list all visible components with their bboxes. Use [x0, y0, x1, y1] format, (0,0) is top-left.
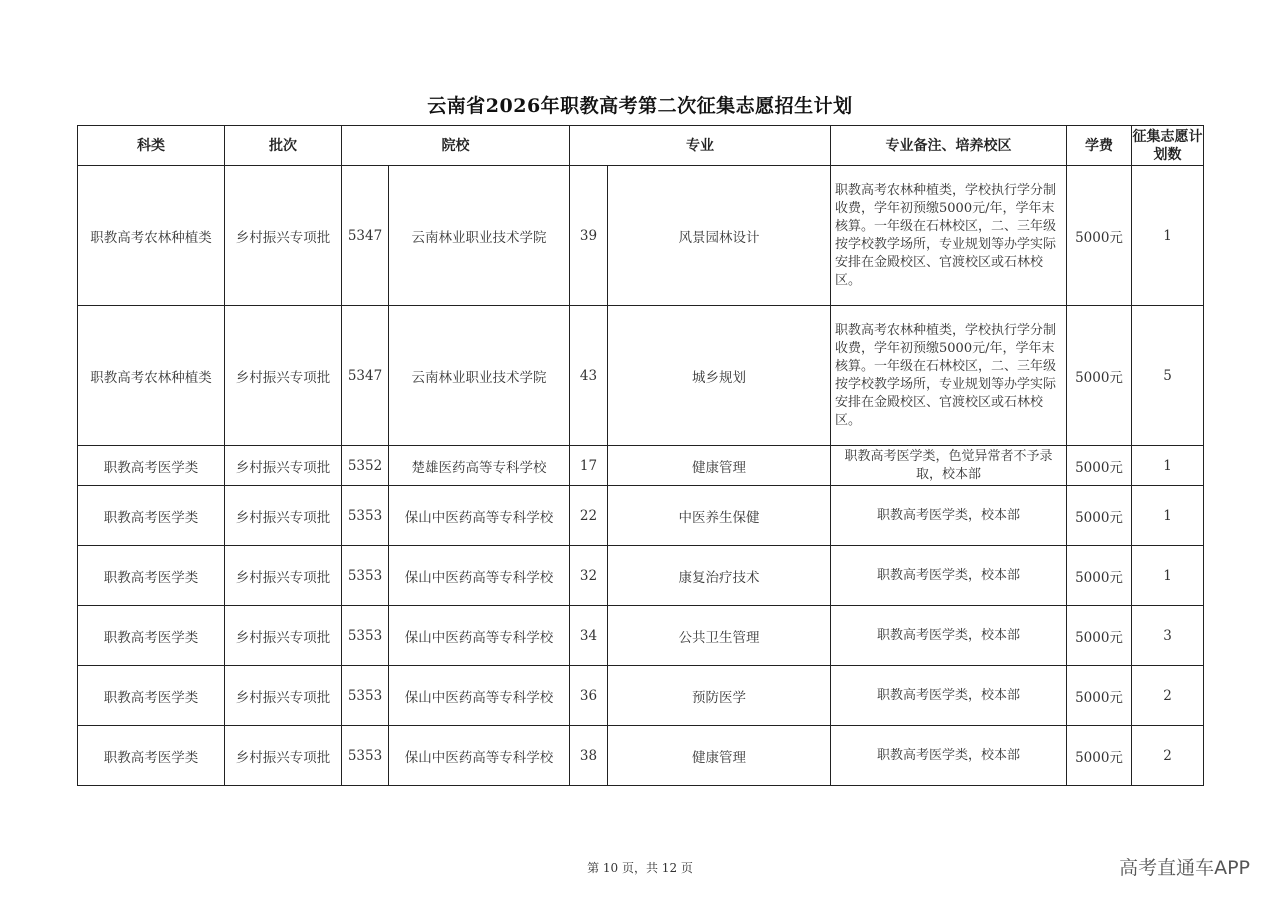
cell-major-name: 健康管理: [608, 726, 831, 786]
cell-remark: 职教高考医学类，校本部: [831, 486, 1067, 546]
cell-school-name: 保山中医药高等专科学校: [389, 546, 570, 606]
cell-fee: 5000元: [1067, 546, 1132, 606]
cell-major-name: 健康管理: [608, 446, 831, 486]
cell-batch: 乡村振兴专项批: [225, 546, 342, 606]
cell-school-code: 5353: [342, 486, 389, 546]
cell-batch: 乡村振兴专项批: [225, 446, 342, 486]
cell-fee: 5000元: [1067, 666, 1132, 726]
cell-quota: 2: [1132, 666, 1204, 726]
cell-major-code: 34: [570, 606, 608, 666]
cell-major-name: 城乡规划: [608, 306, 831, 446]
cell-school-code: 5353: [342, 666, 389, 726]
page-number: 第 10 页，共 12 页: [587, 861, 693, 875]
cell-quota: 5: [1132, 306, 1204, 446]
cell-major-code: 39: [570, 166, 608, 306]
cell-school-name: 楚雄医药高等专科学校: [389, 446, 570, 486]
header-fee: 学费: [1067, 126, 1132, 166]
cell-category: 职教高考医学类: [78, 446, 225, 486]
cell-category: 职教高考农林种植类: [78, 306, 225, 446]
cell-school-name: 保山中医药高等专科学校: [389, 606, 570, 666]
cell-school-name: 云南林业职业技术学院: [389, 166, 570, 306]
cell-school-code: 5347: [342, 306, 389, 446]
watermark: 高考直通车APP: [1119, 857, 1250, 879]
cell-major-name: 风景园林设计: [608, 166, 831, 306]
cell-quota: 1: [1132, 166, 1204, 306]
cell-batch: 乡村振兴专项批: [225, 666, 342, 726]
cell-quota: 1: [1132, 546, 1204, 606]
cell-fee: 5000元: [1067, 166, 1132, 306]
cell-fee: 5000元: [1067, 306, 1132, 446]
cell-major-name: 公共卫生管理: [608, 606, 831, 666]
cell-fee: 5000元: [1067, 486, 1132, 546]
cell-remark: 职教高考农林种植类，学校执行学分制收费，学年初预缴5000元/年，学年末核算。一年级在石林校区，二、三年级按学校教学场所，专业规划等办学实际安排在金殿校区、官渡校区或石林校区。: [831, 306, 1067, 446]
header-school: 院校: [342, 126, 570, 166]
cell-fee: 5000元: [1067, 446, 1132, 486]
table-row: [78, 546, 1204, 606]
cell-major-name: 康复治疗技术: [608, 546, 831, 606]
table-row: [78, 486, 1204, 546]
cell-quota: 1: [1132, 486, 1204, 546]
cell-major-code: 17: [570, 446, 608, 486]
cell-fee: 5000元: [1067, 606, 1132, 666]
cell-category: 职教高考医学类: [78, 486, 225, 546]
header-remark: 专业备注、培养校区: [831, 126, 1067, 166]
cell-batch: 乡村振兴专项批: [225, 166, 342, 306]
header-quota: 征集志愿计划数: [1132, 126, 1204, 166]
cell-quota: 2: [1132, 726, 1204, 786]
table-row: [78, 726, 1204, 786]
table-header-row: [78, 126, 1204, 166]
table-row: [78, 306, 1204, 446]
cell-school-code: 5347: [342, 166, 389, 306]
cell-remark: 职教高考医学类，色觉异常者不予录取，校本部: [831, 446, 1067, 486]
cell-category: 职教高考医学类: [78, 726, 225, 786]
cell-school-code: 5353: [342, 546, 389, 606]
cell-batch: 乡村振兴专项批: [225, 486, 342, 546]
cell-category: 职教高考医学类: [78, 546, 225, 606]
cell-school-name: 保山中医药高等专科学校: [389, 486, 570, 546]
cell-category: 职教高考农林种植类: [78, 166, 225, 306]
cell-major-code: 36: [570, 666, 608, 726]
cell-remark: 职教高考医学类，校本部: [831, 546, 1067, 606]
header-major: 专业: [570, 126, 831, 166]
enrollment-plan-table: [77, 125, 1204, 786]
table-row: [78, 606, 1204, 666]
cell-major-name: 中医养生保健: [608, 486, 831, 546]
cell-major-code: 32: [570, 546, 608, 606]
cell-major-code: 38: [570, 726, 608, 786]
header-category: 科类: [78, 126, 225, 166]
page-title: 云南省2026年职教高考第二次征集志愿招生计划: [427, 95, 853, 117]
cell-remark: 职教高考农林种植类，学校执行学分制收费，学年初预缴5000元/年，学年末核算。一年级在石林校区，二、三年级按学校教学场所，专业规划等办学实际安排在金殿校区、官渡校区或石林校区。: [831, 166, 1067, 306]
cell-major-code: 22: [570, 486, 608, 546]
cell-school-name: 保山中医药高等专科学校: [389, 666, 570, 726]
cell-school-code: 5353: [342, 606, 389, 666]
cell-school-code: 5353: [342, 726, 389, 786]
table-row: [78, 666, 1204, 726]
header-batch: 批次: [225, 126, 342, 166]
cell-school-code: 5352: [342, 446, 389, 486]
table-row: [78, 446, 1204, 486]
cell-category: 职教高考医学类: [78, 666, 225, 726]
cell-remark: 职教高考医学类，校本部: [831, 666, 1067, 726]
cell-major-code: 43: [570, 306, 608, 446]
cell-category: 职教高考医学类: [78, 606, 225, 666]
cell-major-name: 预防医学: [608, 666, 831, 726]
table-row: [78, 166, 1204, 306]
cell-remark: 职教高考医学类，校本部: [831, 606, 1067, 666]
cell-batch: 乡村振兴专项批: [225, 606, 342, 666]
cell-batch: 乡村振兴专项批: [225, 726, 342, 786]
cell-remark: 职教高考医学类，校本部: [831, 726, 1067, 786]
cell-school-name: 保山中医药高等专科学校: [389, 726, 570, 786]
cell-quota: 3: [1132, 606, 1204, 666]
cell-quota: 1: [1132, 446, 1204, 486]
cell-school-name: 云南林业职业技术学院: [389, 306, 570, 446]
cell-fee: 5000元: [1067, 726, 1132, 786]
cell-batch: 乡村振兴专项批: [225, 306, 342, 446]
